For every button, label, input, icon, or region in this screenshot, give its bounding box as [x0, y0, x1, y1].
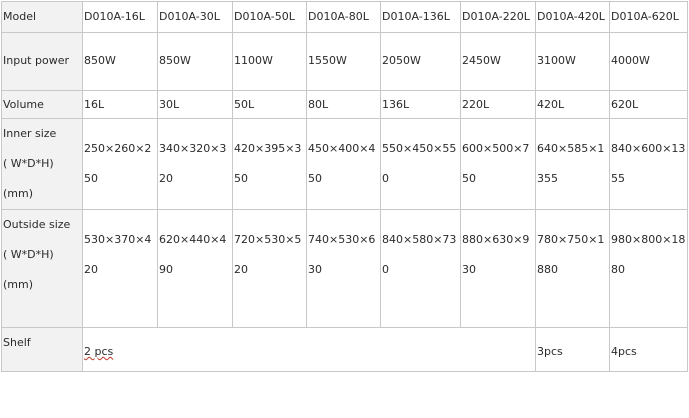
model-label: Model [2, 2, 83, 33]
input-power-label: Input power [2, 33, 83, 91]
model-cell: D010A-80L [307, 2, 381, 33]
input-power-cell: 850W [158, 33, 233, 91]
inner-size-cell: 420×395×350 [233, 119, 307, 210]
input-power-cell: 2450W [461, 33, 536, 91]
outside-size-cell: 840×580×730 [381, 210, 461, 328]
shelf-cell: 3pcs [536, 328, 610, 372]
inner-size-cell: 600×500×750 [461, 119, 536, 210]
shelf-value-small: 2 pcs [84, 345, 114, 358]
model-cell: D010A-50L [233, 2, 307, 33]
model-cell: D010A-420L [536, 2, 610, 33]
outside-size-cell: 530×370×420 [83, 210, 158, 328]
input-power-cell: 1100W [233, 33, 307, 91]
volume-row [2, 91, 688, 119]
shelf-label: Shelf [2, 328, 83, 372]
model-cell: D010A-136L [381, 2, 461, 33]
inner-size-cell: 450×400×450 [307, 119, 381, 210]
inner-size-label-line1: Inner size [3, 127, 57, 140]
shelf-cell-merged [83, 328, 536, 372]
input-power-cell: 4000W [610, 33, 688, 91]
inner-size-cell: 550×450×550 [381, 119, 461, 210]
volume-cell: 30L [158, 91, 233, 119]
outside-size-label-line3: (mm) [3, 278, 34, 291]
model-cell: D010A-620L [610, 2, 688, 33]
model-row [2, 2, 688, 33]
shelf-row [2, 328, 688, 372]
inner-size-cell: 340×320×320 [158, 119, 233, 210]
outside-size-label-line1: Outside size [3, 218, 71, 231]
outside-size-cell: 620×440×490 [158, 210, 233, 328]
outside-size-cell: 720×530×520 [233, 210, 307, 328]
volume-cell: 80L [307, 91, 381, 119]
inner-size-cell: 640×585×1355 [536, 119, 610, 210]
inner-size-row [2, 119, 688, 210]
outside-size-cell: 880×630×930 [461, 210, 536, 328]
outside-size-row [2, 210, 688, 328]
outside-size-label-line2: ( W*D*H) [3, 248, 54, 261]
outside-size-cell: 780×750×1880 [536, 210, 610, 328]
volume-cell: 136L [381, 91, 461, 119]
shelf-cell: 4pcs [610, 328, 688, 372]
outside-size-label [2, 210, 83, 328]
volume-cell: 16L [83, 91, 158, 119]
outside-size-cell: 740×530×630 [307, 210, 381, 328]
inner-size-label-line2: ( W*D*H) [3, 157, 54, 170]
volume-cell: 220L [461, 91, 536, 119]
inner-size-label [2, 119, 83, 210]
input-power-cell: 1550W [307, 33, 381, 91]
volume-cell: 50L [233, 91, 307, 119]
input-power-cell: 850W [83, 33, 158, 91]
outside-size-cell: 980×800×1880 [610, 210, 688, 328]
inner-size-label-line3: (mm) [3, 187, 34, 200]
spec-table [1, 1, 688, 372]
input-power-cell: 2050W [381, 33, 461, 91]
model-cell: D010A-16L [83, 2, 158, 33]
inner-size-cell: 250×260×250 [83, 119, 158, 210]
input-power-cell: 3100W [536, 33, 610, 91]
inner-size-cell: 840×600×1355 [610, 119, 688, 210]
model-cell: D010A-30L [158, 2, 233, 33]
volume-cell: 620L [610, 91, 688, 119]
model-cell: D010A-220L [461, 2, 536, 33]
input-power-row [2, 33, 688, 91]
volume-label: Volume [2, 91, 83, 119]
volume-cell: 420L [536, 91, 610, 119]
